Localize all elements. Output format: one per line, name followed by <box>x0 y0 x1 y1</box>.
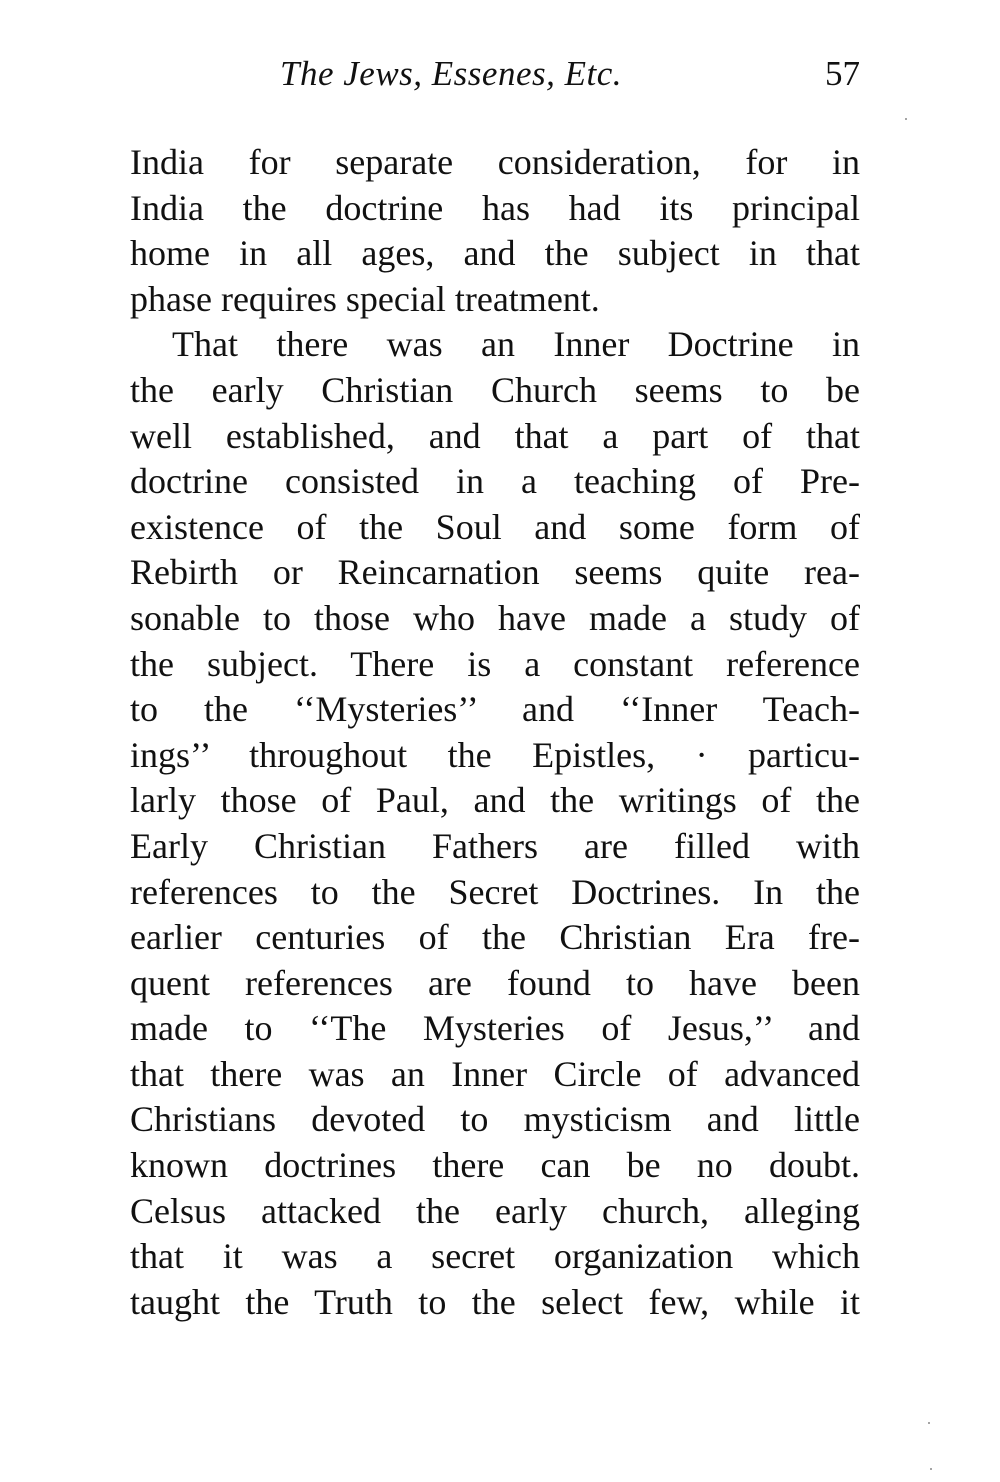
text-line: quent references are found to have been <box>130 962 860 1003</box>
text-line: earlier centuries of the Christian Era fre- <box>130 917 860 958</box>
text-line: the early Christian Church seems to be <box>130 369 860 410</box>
text-line: India the doctrine has had its principal <box>130 187 860 228</box>
text-line: doctrine consisted in a teaching of Pre- <box>130 461 860 502</box>
text-line: Rebirth or Reincarnation seems quite rea- <box>130 552 860 593</box>
text-line: known doctrines there can be no doubt. <box>130 1145 860 1186</box>
text-line: made to ‘‘The Mysteries of Jesus,’’ and <box>130 1008 860 1049</box>
text-line: the subject. There is a constant reference <box>130 643 860 684</box>
text-line: That there was an Inner Doctrine in <box>172 324 860 365</box>
scan-speck <box>928 1422 930 1424</box>
text-line: sonable to those who have made a study of <box>130 597 860 638</box>
text-line: taught the Truth to the select few, while it <box>130 1281 860 1322</box>
text-line: that it was a secret organization which <box>130 1236 860 1277</box>
running-title: The Jews, Essenes, Etc. <box>280 54 622 93</box>
running-head <box>130 52 860 96</box>
text-line: to the ‘‘Mysteries’’ and ‘‘Inner Teach- <box>130 689 860 730</box>
text-line: well established, and that a part of that <box>130 415 860 456</box>
text-line: Celsus attacked the early church, alleging <box>130 1190 860 1231</box>
text-line: phase requires special treatment. <box>130 278 600 319</box>
text-line: existence of the Soul and some form of <box>130 506 860 547</box>
text-line: larly those of Paul, and the writings of the <box>130 780 860 821</box>
page-number: 57 <box>825 54 860 93</box>
text-line: home in all ages, and the subject in that <box>130 233 860 274</box>
text-line: that there was an Inner Circle of advanced <box>130 1053 860 1094</box>
text-line: Christians devoted to mysticism and little <box>130 1099 860 1140</box>
text-line: references to the Secret Doctrines. In the <box>130 871 860 912</box>
scan-speck <box>930 1468 932 1470</box>
text-line: India for separate consideration, for in <box>130 142 860 182</box>
text-line: Early Christian Fathers are filled with <box>130 825 860 866</box>
text-line: ings’’ throughout the Epistles, · particu- <box>130 734 860 775</box>
body-text <box>130 140 860 1325</box>
scan-speck <box>905 118 907 120</box>
